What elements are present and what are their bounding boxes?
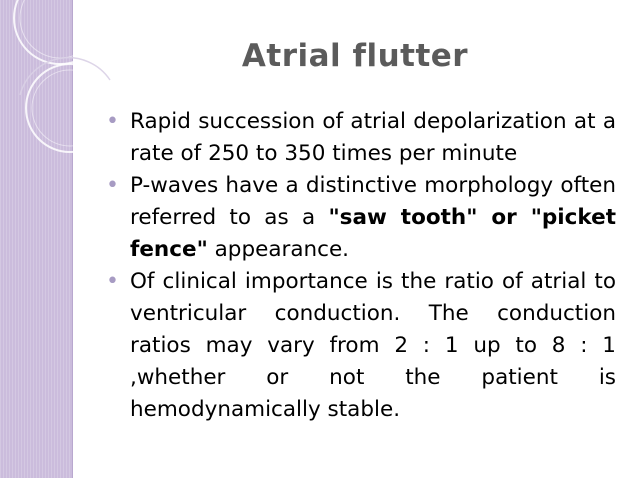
bullet-list [104,106,616,426]
bullet-icon: • [106,173,119,198]
slide-title: Atrial flutter [241,38,469,74]
bullet-text-part: appearance. [207,237,350,262]
bullet-icon: • [106,109,119,134]
bullet-text [130,173,616,262]
bullet-item [104,170,616,266]
bullet-text: Rapid succession of atrial depolarization at a rate of 250 to 350 times per minute [130,109,616,166]
bullet-text-bold: "saw tooth" or "picket fence" [130,205,616,262]
bullet-item [104,106,616,170]
bullet-item [104,266,616,426]
bullet-icon: • [106,269,119,294]
bullet-text: Of clinical importance is the ratio of atrial to ventricular conduction. The conduction ratios may vary from 2 : 1 up to 8 : 1 ,whether or not the patient is hemodynamically stable. [130,269,616,422]
bullet-text-part: P-waves have a distinctive morphology often referred to as a [130,173,616,230]
